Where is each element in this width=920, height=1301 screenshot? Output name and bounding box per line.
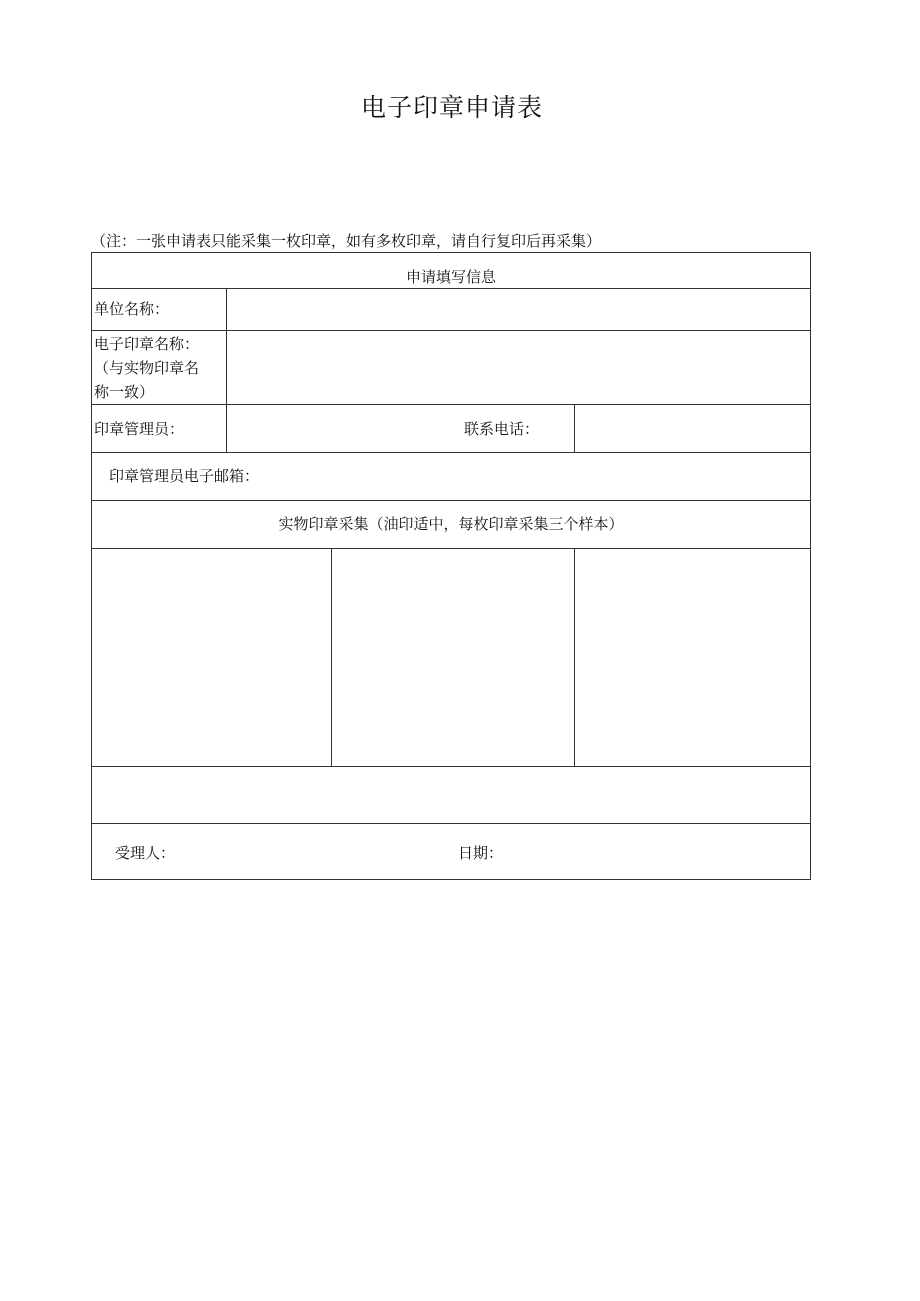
seal-name-label-line1: 电子印章名称：	[94, 335, 200, 353]
seal-name-field[interactable]	[227, 331, 811, 404]
seal-sample-box-2[interactable]	[332, 549, 574, 766]
section-header: 申请填写信息	[405, 268, 496, 286]
application-form	[91, 252, 811, 880]
collection-header: 实物印章采集（油印适中，每枚印章采集三个样本）	[278, 515, 624, 533]
admin-label: 印章管理员：	[94, 420, 185, 438]
seal-name-label-line3: 称一致）	[94, 383, 155, 401]
phone-label: 联系电话：	[464, 420, 540, 438]
unit-name-field[interactable]	[227, 289, 811, 330]
form-note: （注：一张申请表只能采集一枚印章，如有多枚印章，请自行复印后再采集）	[91, 232, 602, 250]
form-title: 电子印章申请表	[360, 93, 543, 122]
seal-name-label-line2: （与实物印章名	[94, 359, 200, 377]
admin-field[interactable]	[227, 405, 461, 452]
row-divider	[92, 500, 810, 501]
seal-sample-box-1[interactable]	[92, 549, 331, 766]
unit-name-label: 单位名称：	[94, 300, 170, 318]
receiver-field[interactable]	[182, 833, 432, 871]
phone-field[interactable]	[575, 405, 811, 452]
row-divider	[92, 823, 810, 824]
date-label: 日期：	[458, 844, 504, 862]
receiver-label: 受理人：	[115, 844, 176, 862]
email-label: 印章管理员电子邮箱：	[109, 467, 260, 485]
email-field[interactable]	[272, 453, 811, 500]
seal-sample-box-3[interactable]	[575, 549, 811, 766]
date-field[interactable]	[504, 833, 804, 871]
remark-area[interactable]	[92, 767, 811, 823]
